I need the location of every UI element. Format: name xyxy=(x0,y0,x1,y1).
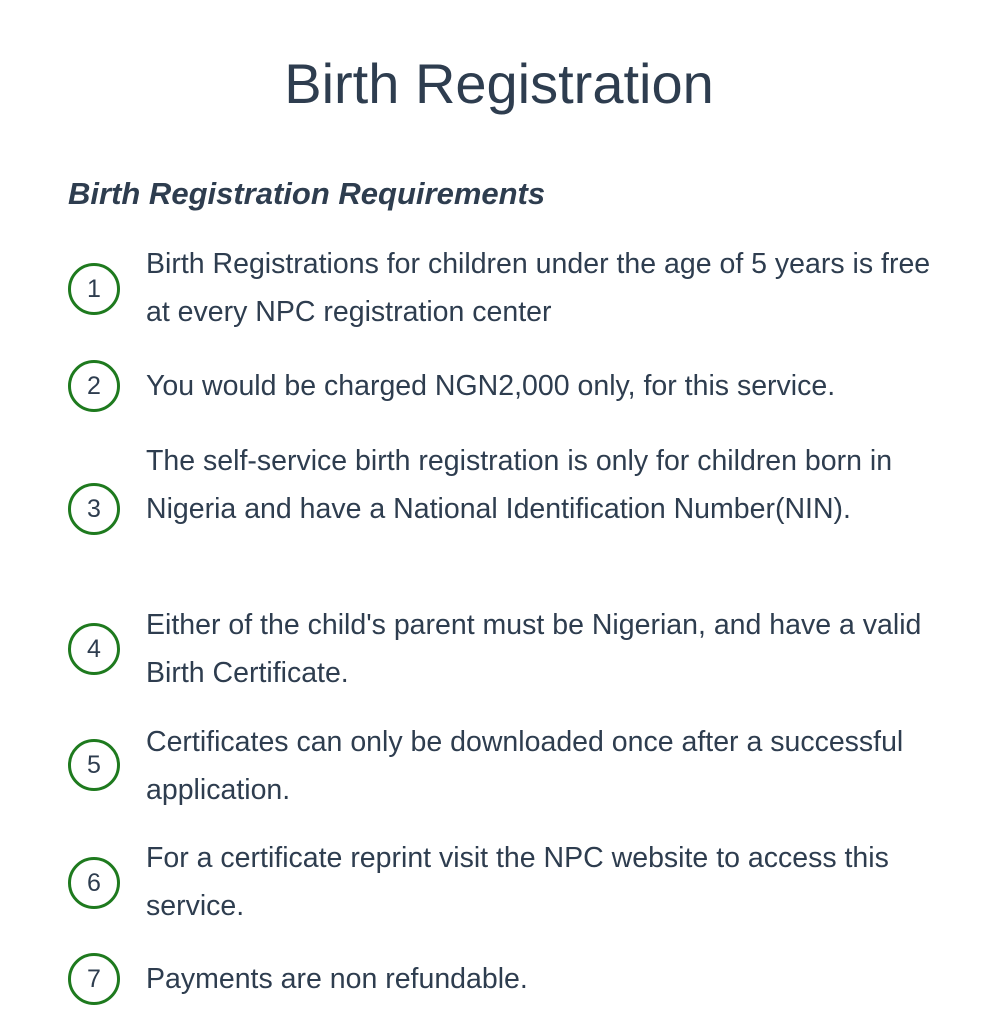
requirement-text: Payments are non refundable. xyxy=(146,963,528,995)
number-badge: 6 xyxy=(68,857,120,909)
number-badge: 5 xyxy=(68,739,120,791)
requirement-text: For a certificate reprint visit the NPC website to access this service. xyxy=(146,842,889,922)
requirements-heading: Birth Registration Requirements xyxy=(68,176,546,211)
number-badge: 4 xyxy=(68,623,120,675)
number-badge: 1 xyxy=(68,263,120,315)
number-badge: 3 xyxy=(68,483,120,535)
requirement-text: Birth Registrations for children under the age of 5 years is free at every NPC registration center xyxy=(146,248,931,328)
requirement-text: Either of the child's parent must be Nigerian, and have a valid Birth Certificate. xyxy=(146,609,922,689)
requirement-text: You would be charged NGN2,000 only, for this service. xyxy=(146,370,836,402)
requirement-text: The self-service birth registration is only for children born in Nigeria and have a National Identification Number(NIN). xyxy=(146,445,893,525)
requirement-text: Certificates can only be downloaded once after a successful application. xyxy=(146,726,904,806)
number-badge: 7 xyxy=(68,953,120,1005)
number-badge: 2 xyxy=(68,360,120,412)
page-title: Birth Registration xyxy=(284,52,714,115)
